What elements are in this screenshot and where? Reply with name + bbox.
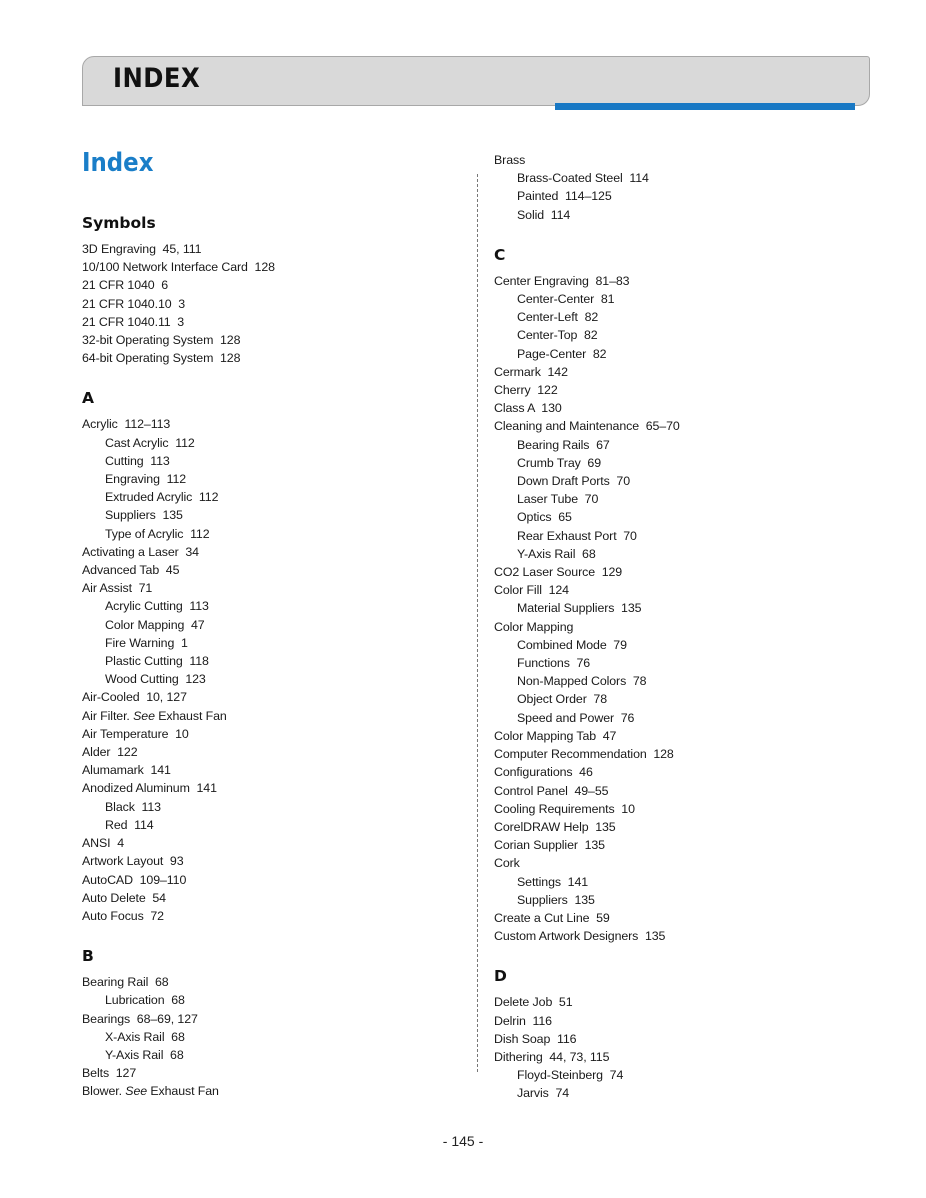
index-entry [82,240,452,258]
header-accent-bar [555,103,855,110]
entry-text: 64-bit Operating System 128 [82,351,241,366]
entry-text: Cermark 142 [494,364,568,379]
entry-text: AutoCAD 109–110 [82,872,187,887]
index-entry [82,852,452,870]
index-subentry [494,508,894,526]
entry-text: 3D Engraving 45, 111 [82,242,202,256]
entry-text: Alder 122 [82,745,138,760]
entry-text: Type of Acrylic 112 [105,526,210,541]
index-entry [82,543,452,561]
entry-text: Air-Cooled 10, 127 [82,690,187,705]
index-subentry [82,488,452,506]
index-entry [494,618,894,636]
entry-text: Extruded Acrylic 112 [105,490,219,505]
index-section [494,151,894,224]
index-section [82,947,452,1100]
entry-text: Fire Warning 1 [105,635,188,650]
index-entry [82,276,452,294]
entry-text: X-Axis Rail 68 [105,1029,185,1044]
index-subentry [82,597,452,615]
entry-text: Y-Axis Rail 68 [105,1047,184,1062]
entry-text: Brass [494,153,526,167]
entry-text: Blower. [82,1084,126,1099]
entry-text: Auto Focus 72 [82,908,164,923]
entry-text: Auto Delete 54 [82,890,166,905]
entry-text: Cherry 122 [494,383,558,398]
section-letter-heading: A [82,389,94,408]
index-entry [82,779,452,797]
see-target: Exhaust Fan [154,708,227,723]
index-subentry [494,672,894,690]
index-section [82,214,452,367]
entry-text: Red 114 [105,817,154,832]
index-subentry [82,991,452,1009]
entry-text: Bearing Rails 67 [517,437,610,452]
entry-text: Bearings 68–69, 127 [82,1011,198,1026]
entry-text: Non-Mapped Colors 78 [517,674,647,689]
index-subentry [494,308,894,326]
entry-text: Delete Job 51 [494,995,573,1010]
index-column-right [494,151,894,1103]
index-subentry [494,290,894,308]
entry-text: Dithering 44, 73, 115 [494,1049,610,1064]
entry-text: Down Draft Ports 70 [517,474,631,489]
entry-text: Air Filter. [82,708,134,723]
index-entry [494,563,894,581]
entry-text: Color Fill 124 [494,583,569,598]
entry-text: Control Panel 49–55 [494,783,609,798]
entry-text: 21 CFR 1040.11 3 [82,314,185,329]
index-subentry [82,670,452,688]
entry-text: Wood Cutting 123 [105,672,206,687]
index-subentry [82,1028,452,1046]
index-entry [82,331,452,349]
index-section [494,246,894,946]
entry-text: Configurations 46 [494,765,593,780]
section-letter-heading: C [494,245,506,264]
index-subentry [82,634,452,652]
index-subentry [494,709,894,727]
section-letter-heading: B [82,947,94,966]
entry-text: Bearing Rail 68 [82,975,169,990]
index-subentry [494,169,894,187]
entry-text: Acrylic Cutting 113 [105,599,209,614]
entry-text: Dish Soap 116 [494,1031,577,1046]
index-entry [494,417,894,435]
index-subentry [82,434,452,452]
index-entry [82,973,452,991]
index-section [82,389,452,925]
index-entry [82,707,452,725]
entry-text: Page-Center 82 [517,346,607,361]
index-subentry [494,187,894,205]
index-entry [82,313,452,331]
index-entry [494,800,894,818]
entry-text: Brass-Coated Steel 114 [517,171,649,186]
index-subentry [82,452,452,470]
entry-text: Air Assist 71 [82,581,153,596]
entry-text: Plastic Cutting 118 [105,654,209,669]
entry-text: Combined Mode 79 [517,637,627,652]
index-entry [494,818,894,836]
entry-text: Settings 141 [517,874,589,889]
index-entry [494,381,894,399]
entry-text: 21 CFR 1040.10 3 [82,296,185,311]
index-entry [82,889,452,907]
index-entry [494,272,894,290]
index-entry [494,836,894,854]
index-subentry [494,873,894,891]
index-entry [82,415,452,433]
index-subentry [494,326,894,344]
entry-text: Center-Center 81 [517,292,615,307]
index-entry [82,871,452,889]
index-entry [494,151,894,169]
index-entry [82,1064,452,1082]
chapter-title: INDEX [113,63,201,94]
index-entry [494,727,894,745]
index-subentry [494,690,894,708]
entry-text: Cleaning and Maintenance 65–70 [494,419,680,434]
see-reference: See [125,1084,148,1099]
entry-text: Artwork Layout 93 [82,854,184,869]
right-sections [494,151,894,1103]
index-entry [82,295,452,313]
index-entry [494,782,894,800]
entry-text: CO2 Laser Source 129 [494,565,623,580]
entry-text: Material Suppliers 135 [517,601,642,616]
index-entry [82,1010,452,1028]
index-entry [82,907,452,925]
entry-text: Laser Tube 70 [517,492,599,507]
index-subentry [82,816,452,834]
index-entry [82,1082,452,1100]
index-subentry [494,636,894,654]
entry-text: Belts 127 [82,1066,137,1081]
entry-text: Black 113 [105,799,161,814]
index-entry [82,561,452,579]
index-subentry [494,490,894,508]
index-entry [82,761,452,779]
entry-text: Corian Supplier 135 [494,838,605,853]
entry-text: Rear Exhaust Port 70 [517,528,637,543]
index-subentry [494,345,894,363]
entry-text: Painted 114–125 [517,189,612,204]
entry-text: Cooling Requirements 10 [494,801,635,816]
entry-text: Color Mapping 47 [105,617,205,632]
section-letter-heading: D [494,967,507,986]
index-subentry [82,798,452,816]
entry-text: Jarvis 74 [517,1086,570,1101]
index-subentry [494,206,894,224]
index-subentry [494,545,894,563]
entry-text: Custom Artwork Designers 135 [494,929,666,944]
entry-text: Color Mapping [494,619,574,634]
entry-text: Air Temperature 10 [82,726,189,741]
index-subentry [494,472,894,490]
index-entry [494,363,894,381]
index-subentry [494,454,894,472]
entry-text: Speed and Power 76 [517,710,635,725]
entry-text: Optics 65 [517,510,572,525]
index-entry [82,688,452,706]
index-entry [494,763,894,781]
page-number: - 145 - [442,1133,484,1149]
entry-text: Crumb Tray 69 [517,455,601,470]
left-sections [82,214,452,1101]
index-entry [494,581,894,599]
index-entry [494,1048,894,1066]
entry-text: CorelDRAW Help 135 [494,819,616,834]
entry-text: Create a Cut Line 59 [494,910,610,925]
index-entry [494,909,894,927]
index-entry [82,834,452,852]
index-subentry [494,654,894,672]
index-entry [494,1030,894,1048]
entry-text: Advanced Tab 45 [82,563,180,578]
index-subentry [82,652,452,670]
see-target: Exhaust Fan [147,1084,219,1099]
index-column-left [82,148,452,1101]
entry-text: 10/100 Network Interface Card 128 [82,260,275,275]
index-subentry [82,470,452,488]
entry-text: Cutting 113 [105,453,170,468]
entry-text: Suppliers 135 [105,508,183,523]
entry-text: Center Engraving 81–83 [494,273,630,288]
entry-text: Cast Acrylic 112 [105,435,195,450]
entry-text: Lubrication 68 [105,993,185,1008]
entry-text: Solid 114 [517,207,571,222]
index-entry [82,725,452,743]
index-entry [494,399,894,417]
entry-text: Floyd-Steinberg 74 [517,1068,624,1083]
entry-text: Anodized Aluminum 141 [82,781,217,796]
index-subentry [494,527,894,545]
entry-text: Alumamark 141 [82,763,171,778]
chapter-header-band [82,56,870,106]
entry-text: Cork [494,856,520,871]
index-subentry [82,616,452,634]
entry-text: Class A 130 [494,401,562,416]
entry-text: 32-bit Operating System 128 [82,333,241,348]
index-subentry [494,599,894,617]
entry-text: Center-Left 82 [517,310,599,325]
entry-text: Color Mapping Tab 47 [494,728,617,743]
index-entry [494,854,894,872]
page-title: Index [82,148,154,178]
index-subentry [494,891,894,909]
entry-text: Activating a Laser 34 [82,544,199,559]
index-subentry [82,506,452,524]
index-entry [494,927,894,945]
index-entry [82,349,452,367]
index-subentry [82,525,452,543]
index-entry [494,993,894,1011]
index-subentry [82,1046,452,1064]
entry-text: Computer Recommendation 128 [494,747,674,762]
index-entry [494,1012,894,1030]
index-entry [494,745,894,763]
entry-text: Suppliers 135 [517,892,595,907]
entry-text: Y-Axis Rail 68 [517,546,596,561]
entry-text: 21 CFR 1040 6 [82,278,169,293]
entry-text: ANSI 4 [82,836,124,851]
entry-text: Acrylic 112–113 [82,417,171,432]
section-letter-heading: Symbols [82,214,156,232]
column-divider [477,174,478,1072]
entry-text: Engraving 112 [105,472,187,487]
index-entry [82,743,452,761]
entry-text: Delrin 116 [494,1013,552,1028]
entry-text: Functions 76 [517,656,591,671]
see-reference: See [133,708,155,723]
entry-text: Center-Top 82 [517,328,598,343]
entry-text: Object Order 78 [517,692,607,707]
index-subentry [494,436,894,454]
index-section [494,967,894,1102]
index-entry [82,579,452,597]
index-subentry [494,1084,894,1102]
index-entry [82,258,452,276]
index-subentry [494,1066,894,1084]
